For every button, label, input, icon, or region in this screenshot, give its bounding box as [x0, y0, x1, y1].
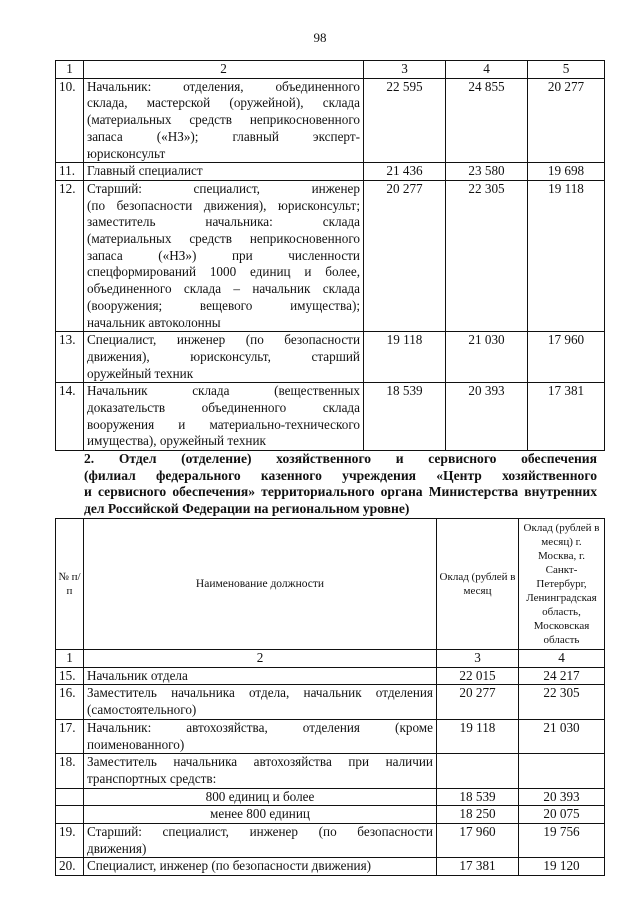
col-header-name: Наименование должности — [84, 519, 437, 650]
section-heading-line: 2. Отдел (отделение) хозяйственного и сервисного обеспечения — [84, 451, 597, 466]
table2-header-cell: 4 — [519, 650, 605, 668]
salary-value: 20 277 — [528, 78, 605, 163]
page-number: 98 — [313, 30, 327, 45]
salary-value: 17 960 — [437, 824, 519, 858]
salary-value: 19 118 — [364, 332, 446, 383]
salary-value: 18 250 — [437, 806, 519, 824]
salary-value: 17 381 — [437, 858, 519, 876]
salary-value: 17 381 — [528, 383, 605, 451]
position-title — [84, 719, 437, 753]
row-number: 13. — [56, 332, 84, 383]
row-number — [56, 788, 84, 806]
salary-value: 19 120 — [519, 858, 605, 876]
salary-value: 19 118 — [437, 719, 519, 753]
table-row — [56, 788, 605, 806]
position-title-line: Начальник отдела — [87, 667, 188, 683]
section-heading-line: дел Российской Федерации на региональном уровне) — [84, 500, 410, 516]
position-title-line: запаса («НЗ») при численности — [87, 247, 360, 263]
table1-header-row — [56, 61, 605, 79]
position-title-line: (по безопасности движения), юрисконсульт; — [87, 197, 360, 213]
salary-table-2 — [55, 518, 605, 876]
table2-column-headers — [56, 519, 605, 650]
position-title-line: запаса («НЗ»); главный эксперт- — [87, 128, 360, 144]
salary-value: 20 075 — [519, 806, 605, 824]
position-title — [84, 332, 364, 383]
row-number: 17. — [56, 719, 84, 753]
section-heading — [84, 451, 597, 517]
table1-header-cell: 5 — [528, 61, 605, 79]
position-title — [84, 824, 437, 858]
position-title — [84, 788, 437, 806]
position-title-line: транспортных средств: — [87, 770, 217, 786]
row-number — [56, 806, 84, 824]
col-header-salary: Оклад (рублей в месяц — [437, 519, 519, 650]
position-title — [84, 754, 437, 788]
salary-table-1 — [55, 60, 605, 451]
position-title-line: Главный специалист — [87, 163, 203, 179]
position-title — [84, 78, 364, 163]
position-title-line: движения), юрисконсульт, старший — [87, 348, 360, 364]
position-title-line: Начальник: отделения, объединенного — [87, 78, 360, 94]
position-title-line: имущества), оружейный техник — [87, 433, 266, 449]
position-title-line: (материальных средств неприкосновенного — [87, 112, 360, 128]
table1-header-cell: 2 — [84, 61, 364, 79]
salary-value: 17 960 — [528, 332, 605, 383]
salary-value: 19 698 — [528, 163, 605, 181]
position-title — [84, 163, 364, 181]
position-title — [84, 667, 437, 685]
salary-value: 21 030 — [519, 719, 605, 753]
table-row — [56, 78, 605, 163]
position-title — [84, 858, 437, 876]
section-heading-line: и сервисного обеспечения» территориального органа Министерства внутренних — [84, 484, 597, 500]
table-row — [56, 858, 605, 876]
row-number: 11. — [56, 163, 84, 181]
salary-value — [519, 754, 605, 788]
salary-value: 20 277 — [364, 180, 446, 331]
position-title-line: Заместитель начальника автохозяйства при наличии — [87, 754, 433, 770]
salary-value: 23 580 — [446, 163, 528, 181]
salary-value: 24 217 — [519, 667, 605, 685]
table2-header-cell: 2 — [84, 650, 437, 668]
row-number: 15. — [56, 667, 84, 685]
position-title-line: заместитель начальника: склада — [87, 214, 360, 230]
salary-value: 20 393 — [519, 788, 605, 806]
table1-header-cell: 1 — [56, 61, 84, 79]
table1-header-cell: 4 — [446, 61, 528, 79]
position-title-line: Начальник склада (вещественных — [87, 383, 360, 399]
salary-value: 18 539 — [437, 788, 519, 806]
table2-body — [56, 667, 605, 875]
salary-value: 22 305 — [519, 685, 605, 719]
table1-body — [56, 78, 605, 450]
section-heading-line: (филиал федерального казенного учреждения «Центр хозяйственного — [84, 467, 597, 483]
position-title — [84, 383, 364, 451]
salary-value — [437, 754, 519, 788]
position-title-line: (вооружения; вещевого имущества); — [87, 297, 360, 313]
table2-header-cell: 3 — [437, 650, 519, 668]
table-row — [56, 383, 605, 451]
col-header-salary-moscow: Оклад (рублей в месяц) г. Москва, г. Санкт-Петербург, Ленинградская область, Московская область — [519, 519, 605, 650]
salary-value: 22 305 — [446, 180, 528, 331]
position-title-line: Начальник: автохозяйства, отделения (кроме — [87, 719, 433, 735]
position-title — [84, 685, 437, 719]
salary-value: 19 756 — [519, 824, 605, 858]
position-title-line: спецформирований 1000 единиц и более, — [87, 264, 360, 280]
position-title-line: склада, мастерской (оружейной), склада — [87, 95, 360, 111]
position-title-line: Специалист, инженер (по безопасности — [87, 332, 360, 348]
position-title-line: (самостоятельного) — [87, 702, 197, 718]
table-row — [56, 163, 605, 181]
table-row — [56, 332, 605, 383]
salary-value: 24 855 — [446, 78, 528, 163]
salary-value: 21 436 — [364, 163, 446, 181]
table-row — [56, 719, 605, 753]
row-number: 16. — [56, 685, 84, 719]
row-number: 10. — [56, 78, 84, 163]
position-title-line: объединенного склада – начальник склада — [87, 281, 360, 297]
position-title — [84, 180, 364, 331]
salary-value: 22 015 — [437, 667, 519, 685]
position-title-line: юрисконсульт — [87, 145, 166, 161]
position-title-line: Специалист, инженер (по безопасности движения) — [87, 858, 372, 874]
position-title-line: начальник автоколонны — [87, 314, 221, 330]
table-row — [56, 685, 605, 719]
position-title-line: оружейный техник — [87, 365, 194, 381]
position-title-line: Старший: специалист, инженер — [87, 180, 360, 196]
table-row — [56, 180, 605, 331]
table-row — [56, 754, 605, 788]
position-title-line: доказательств объединенного склада — [87, 400, 360, 416]
row-number: 19. — [56, 824, 84, 858]
table-row — [56, 806, 605, 824]
row-number: 12. — [56, 180, 84, 331]
salary-value: 20 277 — [437, 685, 519, 719]
table2-header-row — [56, 650, 605, 668]
salary-value: 21 030 — [446, 332, 528, 383]
position-title-line: Старший: специалист, инженер (по безопасности — [87, 824, 433, 840]
row-number: 14. — [56, 383, 84, 451]
table-row — [56, 667, 605, 685]
row-number: 18. — [56, 754, 84, 788]
position-title-line: поименованного) — [87, 736, 185, 752]
table2-header-cell: 1 — [56, 650, 84, 668]
salary-value: 19 118 — [528, 180, 605, 331]
position-title — [84, 806, 437, 824]
position-title-line: 800 единиц и более — [205, 788, 315, 804]
position-title-line: вооружения и материально-технического — [87, 416, 360, 432]
salary-value: 20 393 — [446, 383, 528, 451]
row-number: 20. — [56, 858, 84, 876]
col-header-num: № п/п — [56, 519, 84, 650]
position-title-line: (материальных средств неприкосновенного — [87, 231, 360, 247]
position-title-line: Заместитель начальника отдела, начальник отделения — [87, 685, 433, 701]
table1-header-cell: 3 — [364, 61, 446, 79]
position-title-line: движения) — [87, 840, 147, 856]
salary-value: 18 539 — [364, 383, 446, 451]
table-row — [56, 824, 605, 858]
position-title-line: менее 800 единиц — [210, 806, 310, 822]
salary-value: 22 595 — [364, 78, 446, 163]
